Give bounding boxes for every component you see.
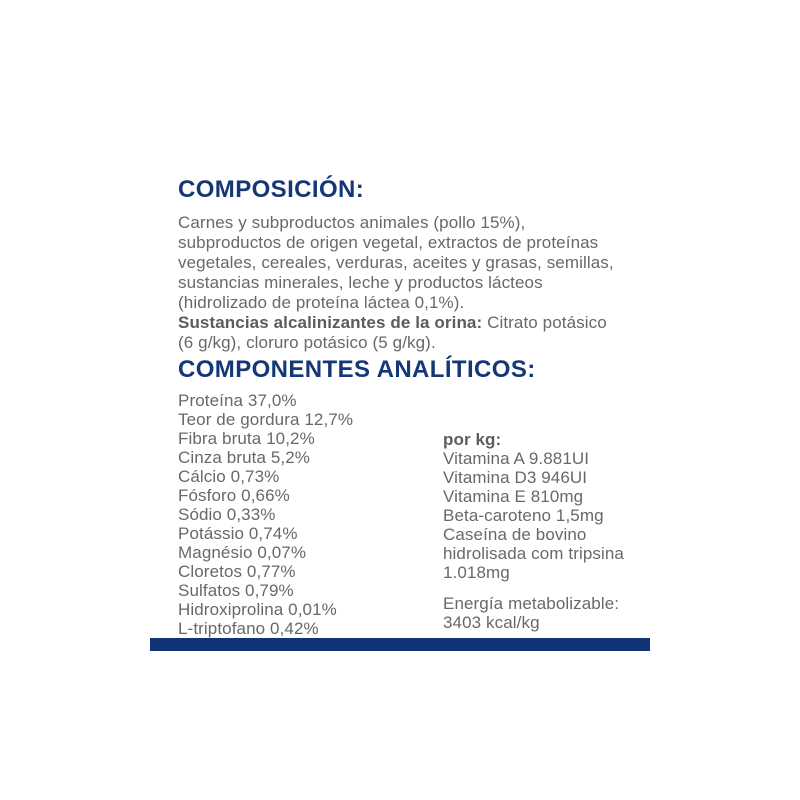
beta-carotene-line: Beta-caroteno 1,5mg <box>443 506 604 525</box>
composition-line: vegetales, cereales, verduras, aceites y grasas, semillas, <box>178 253 614 272</box>
urinary-alkalizers-line <box>178 313 670 333</box>
analytical-item-potassium: Potássio 0,74% <box>178 524 298 543</box>
analytical-item-sulfates: Sulfatos 0,79% <box>178 581 294 600</box>
urinary-alkalizers-label: Sustancias alcalinizantes de la orina: <box>178 313 483 332</box>
analytical-item-magnesium: Magnésio 0,07% <box>178 543 307 562</box>
analytical-item-sodium: Sódio 0,33% <box>178 505 276 524</box>
analytical-item-crude-fiber: Fibra bruta 10,2% <box>178 429 315 448</box>
analytical-item-protein: Proteína 37,0% <box>178 391 297 410</box>
analytical-components-heading: COMPONENTES ANALÍTICOS: <box>178 356 536 383</box>
analytical-item-chlorides: Cloretos 0,77% <box>178 562 296 581</box>
energy-label-line: Energía metabolizable: <box>443 594 620 613</box>
analytical-item-fat: Teor de gordura 12,7% <box>178 410 354 429</box>
casein-line-3: 1.018mg <box>443 563 510 582</box>
vitamin-d3-line: Vitamina D3 946UI <box>443 468 588 487</box>
analytical-right-column <box>443 430 668 632</box>
analytical-item-crude-ash: Cinza bruta 5,2% <box>178 448 311 467</box>
analytical-item-phosphorus: Fósforo 0,66% <box>178 486 290 505</box>
vitamin-e-line: Vitamina E 810mg <box>443 487 584 506</box>
nutrition-label-panel <box>178 177 670 641</box>
composition-line: Carnes y subproductos animales (pollo 15%), <box>178 213 526 232</box>
metabolizable-energy-block <box>443 594 668 632</box>
composition-line: (hidrolizado de proteína láctea 0,1%). <box>178 293 465 312</box>
analytical-item-calcium: Cálcio 0,73% <box>178 467 280 486</box>
vitamin-a-line: Vitamina A 9.881UI <box>443 449 590 468</box>
urinary-alkalizers-line-2: (6 g/kg), cloruro potásico (5 g/kg). <box>178 333 436 352</box>
energy-value-line: 3403 kcal/kg <box>443 613 540 632</box>
per-kg-label: por kg: <box>443 430 502 449</box>
casein-line-2: hidrolisada com tripsina <box>443 544 624 563</box>
composition-paragraph <box>178 213 670 353</box>
casein-line-1: Caseína de bovino <box>443 525 587 544</box>
composition-line: subproductos de origen vegetal, extractos de proteínas <box>178 233 599 252</box>
divider-bar <box>150 638 650 651</box>
analytical-item-l-tryptophan: L-triptofano 0,42% <box>178 619 319 638</box>
analytical-item-hydroxyproline: Hidroxiprolina 0,01% <box>178 600 337 619</box>
composition-heading: COMPOSICIÓN: <box>178 176 365 203</box>
composition-line: sustancias minerales, leche y productos lácteos <box>178 273 543 292</box>
analytical-columns <box>178 391 670 641</box>
analytical-left-column <box>178 391 438 638</box>
urinary-alkalizers-value: Citrato potásico <box>487 313 607 332</box>
